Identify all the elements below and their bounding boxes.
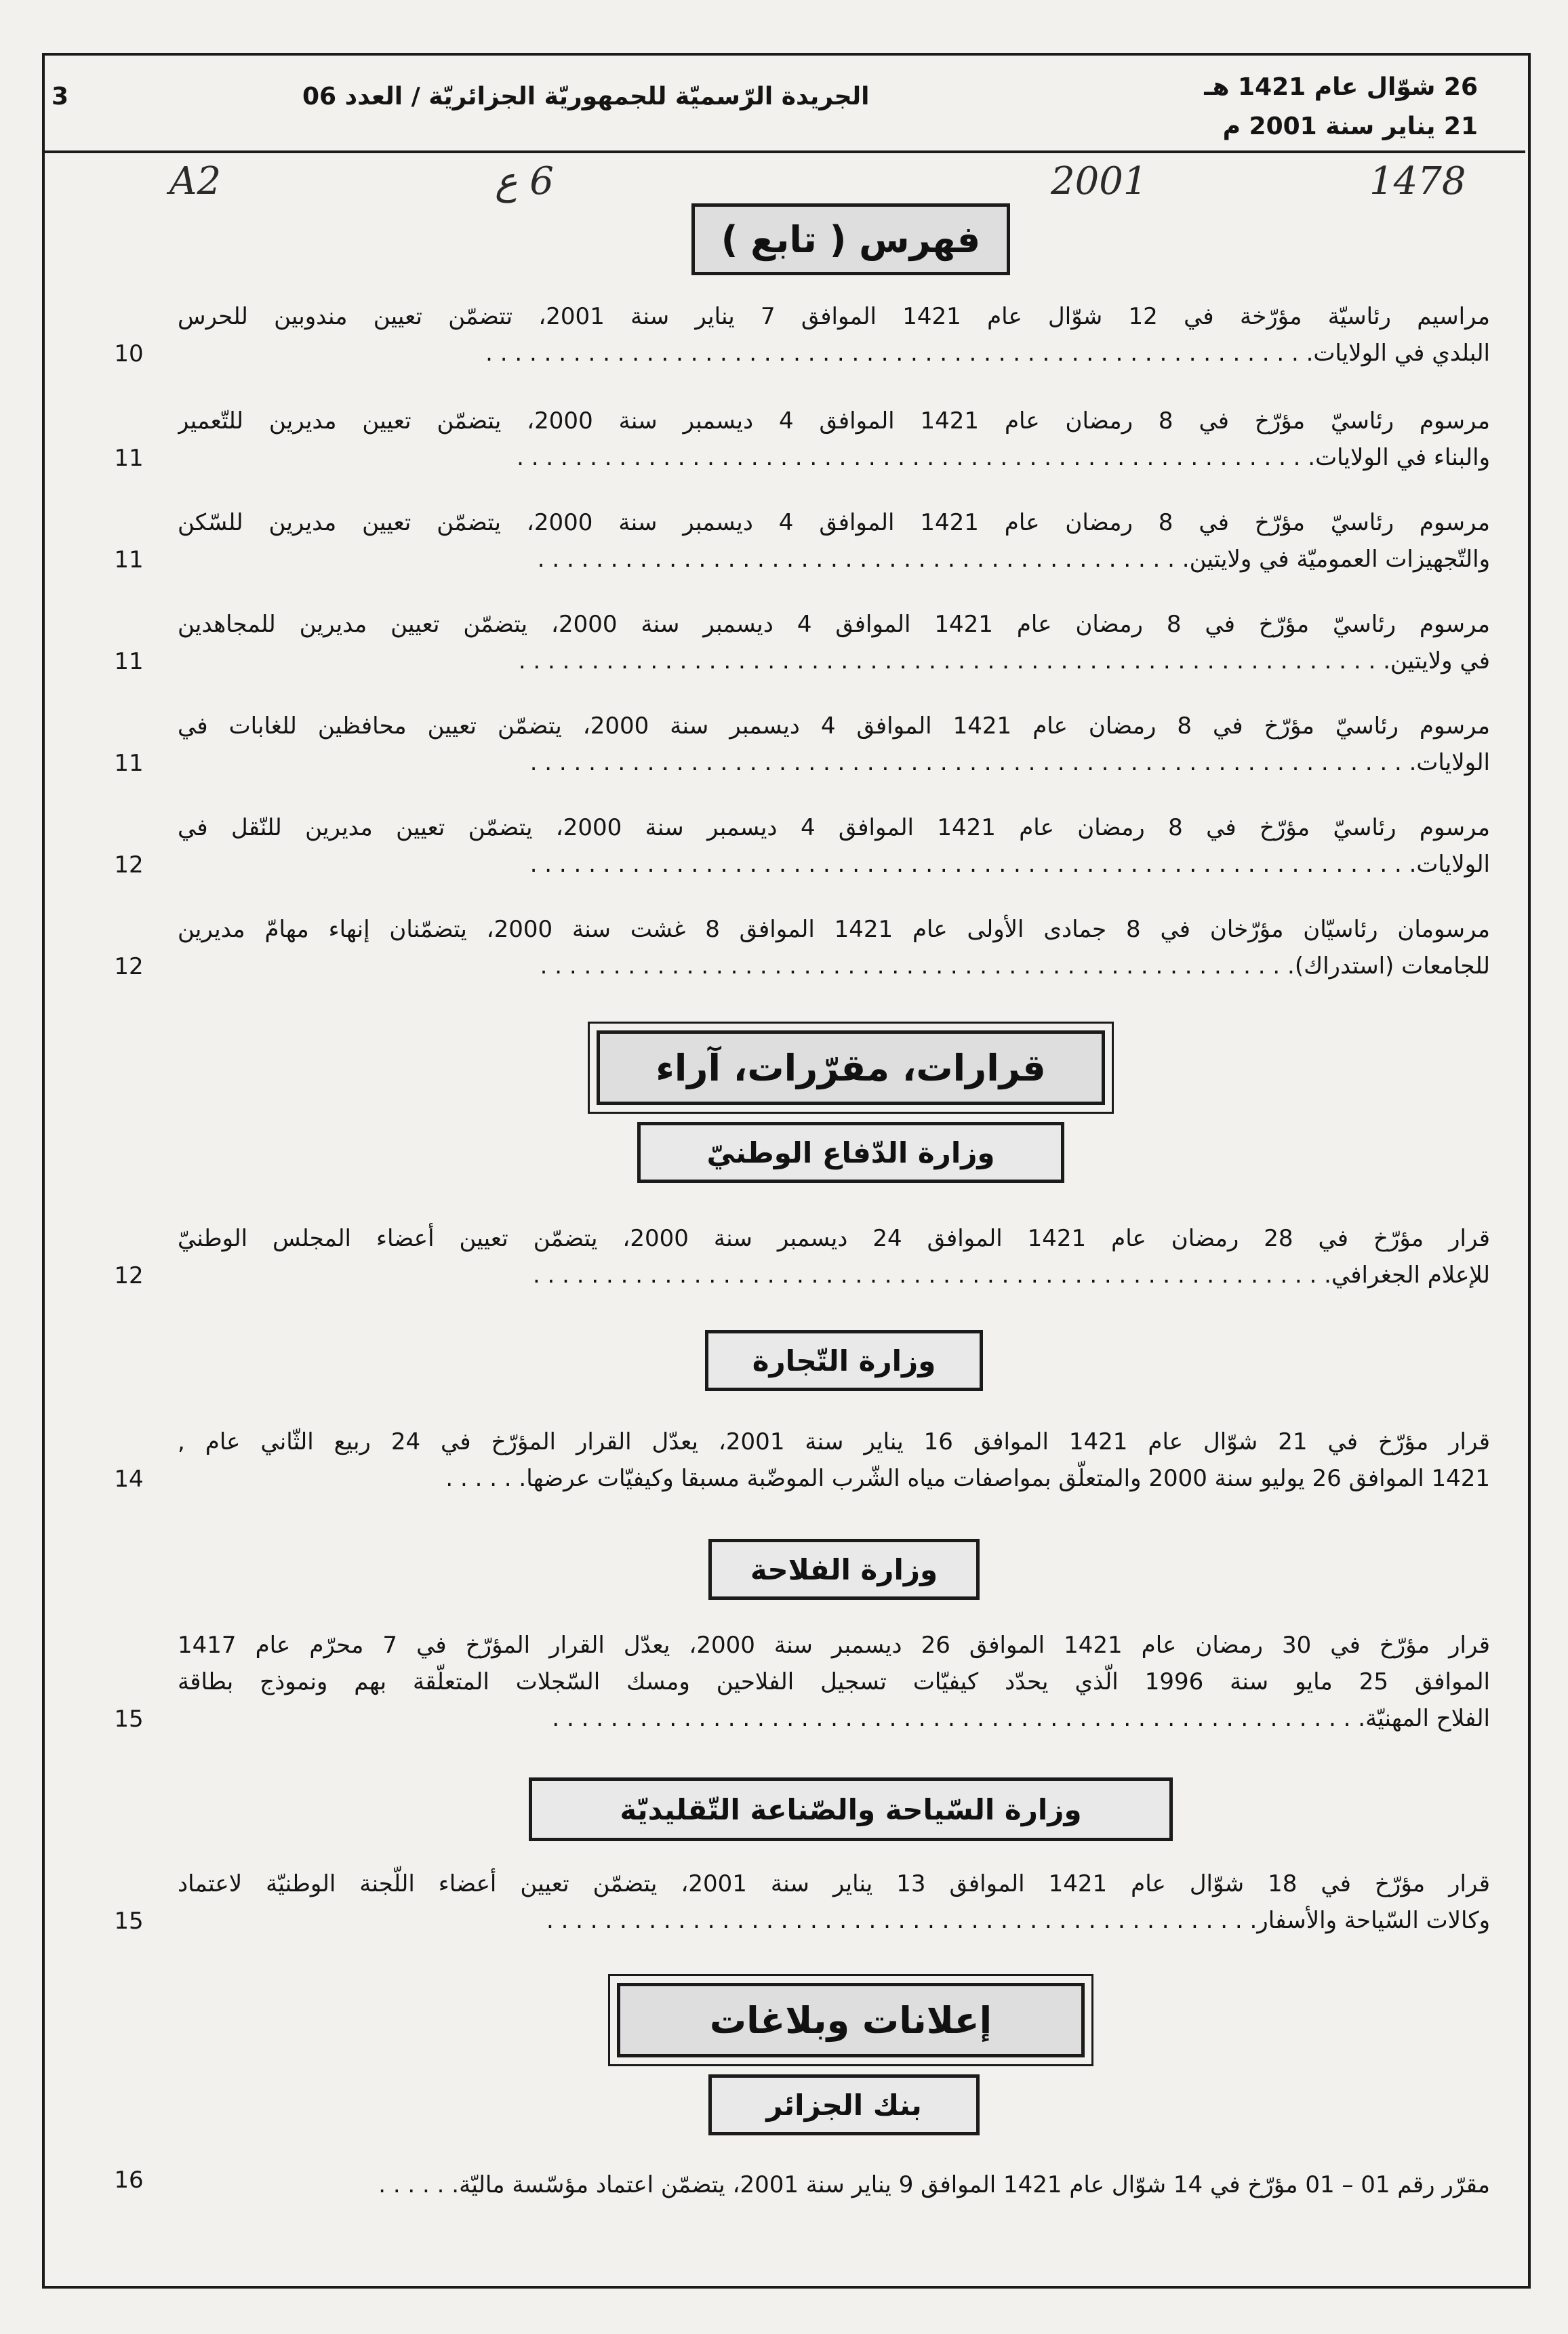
toc-entry: مرسوم رئاسيّ مؤرّخ في 8 رمضان عام 1421 الموافق 4 ديسمبر سنة 2000، يتضمّن تعيين مديرين للتّعمير والبناء في الولايات. . . . . . . . . . . . . . . . . . . . . . . . . . . . . . . . . . . . . . . . . . . . . . . . . . . . . . . [178, 407, 1490, 471]
section-decisions-title: قرارات، مقرّرات، آراء [597, 1030, 1105, 1105]
toc-entry: مقرّر رقم 01 – 01 مؤرّخ في 14 شوّال عام 1421 الموافق 9 يناير سنة 2001، يتضمّن اعتماد مؤسّسة ماليّة. . . . . . [378, 2171, 1490, 2198]
toc-page-number: 11 [114, 546, 144, 574]
toc-page-number: 15 [114, 1706, 144, 1733]
date-hijri: 26 شوّال عام 1421 هـ [1204, 73, 1478, 101]
page-header [45, 56, 1525, 153]
toc-page-number: 15 [114, 1908, 144, 1935]
bank-title: بنك الجزائر [708, 2074, 980, 2135]
toc-entry: مرسوم رئاسيّ مؤرّخ في 8 رمضان عام 1421 الموافق 4 ديسمبر سنة 2000، يتضمّن تعيين مديرين للنّقل في الولايات. . . . . . . . . . . . . . . . . . . . . . . . . . . . . . . . . . . . . . . . . . . . . . . . . . . . . . . . . . . . . [178, 814, 1490, 878]
ministry-defense-title: وزارة الدّفاع الوطنيّ [637, 1122, 1064, 1183]
toc-page-number: 11 [114, 445, 144, 472]
toc-entry: مراسيم رئاسيّة مؤرّخة في 12 شوّال عام 1421 الموافق 7 يناير سنة 2001، تتضمّن تعيين مندوبين للحرس البلدي في الولايات. . . . . . . . . . . . . . . . . . . . . . . . . . . . . . . . . . . . . . . . . . . . . . . . . . . . . . . . . [178, 303, 1490, 367]
toc-page-number: 12 [114, 1262, 144, 1289]
toc-entry: قرار مؤرّخ في 21 شوّال عام 1421 الموافق 16 يناير سنة 2001، يعدّل القرار المؤرّخ في 24 ربيع الثّاني عام , 1421 الموافق 26 يوليو سنة 2000 والمتعلّق بمواصفات مياه الشّرب الموضّبة مسبقا وكيفيّات عرضها. . . . . . [178, 1428, 1490, 1492]
toc-page-number: 14 [114, 1466, 144, 1493]
toc-entry: مرسوم رئاسيّ مؤرّخ في 8 رمضان عام 1421 الموافق 4 ديسمبر سنة 2000، يتضمّن تعيين محافظين للغابات في الولايات. . . . . . . . . . . . . . . . . . . . . . . . . . . . . . . . . . . . . . . . . . . . . . . . . . . . . . . . . . . . . [178, 712, 1490, 776]
handwritten-note: 6 ع [495, 159, 554, 203]
ministry-commerce-title: وزارة التّجارة [705, 1330, 983, 1391]
ministry-tourism-title: وزارة السّياحة والصّناعة التّقليديّة [529, 1777, 1173, 1841]
journal-title: الجريدة الرّسميّة للجمهوريّة الجزائريّة / العدد 06 [302, 83, 870, 110]
header-dates [1204, 68, 1478, 146]
toc-entry: قرار مؤرّخ في 30 رمضان عام 1421 الموافق 26 ديسمبر سنة 2000، يعدّل القرار المؤرّخ في 7 محرّم عام 1417 الموافق 25 مايو سنة 1996 الّذي يحدّد كيفيّات تسجيل الفلاحين ومسك السّجلات المتعلّقة بهم ونموذج بطاقة الفلاح المهنيّة. . . . . . . . . . . . . . . . . . . . . . . . . . . . . . . . . . . . . . . . . . . . . . . . . . . . . . . . [178, 1632, 1490, 1732]
toc-page-number: 10 [114, 340, 144, 367]
toc-page-number: 11 [114, 750, 144, 777]
toc-page-number: 11 [114, 648, 144, 675]
page-number: 3 [52, 83, 69, 110]
toc-entry: مرسوم رئاسيّ مؤرّخ في 8 رمضان عام 1421 الموافق 4 ديسمبر سنة 2000، يتضمّن تعيين مديرين للسّكن والتّجهيزات العموميّة في ولايتين. . . . . . . . . . . . . . . . . . . . . . . . . . . . . . . . . . . . . . . . . . . . . [178, 509, 1490, 573]
ministry-agriculture-title: وزارة الفلاحة [708, 1539, 980, 1600]
handwritten-note: 1478 [1369, 159, 1466, 203]
toc-page-number: 12 [114, 851, 144, 879]
toc-entry: قرار مؤرّخ في 18 شوّال عام 1421 الموافق 13 يناير سنة 2001، يتضمّن تعيين أعضاء اللّجنة الوطنيّة لاعتماد وكالات السّياحة والأسفار. . . . . . . . . . . . . . . . . . . . . . . . . . . . . . . . . . . . . . . . . . . . . . . . . [178, 1870, 1490, 1934]
toc-entry: مرسومان رئاسيّان مؤرّخان في 8 جمادى الأولى عام 1421 الموافق 8 غشت سنة 2000، يتضمّنان إنهاء مهامّ مديرين للجامعات (استدراك). . . . . . . . . . . . . . . . . . . . . . . . . . . . . . . . . . . . . . . . . . . . . . . . . . . . [178, 916, 1490, 980]
toc-entry: مرسوم رئاسيّ مؤرّخ في 8 رمضان عام 1421 الموافق 4 ديسمبر سنة 2000، يتضمّن تعيين مديرين للمجاهدين في ولايتين. . . . . . . . . . . . . . . . . . . . . . . . . . . . . . . . . . . . . . . . . . . . . . . . . . . . . . . . . . . . [178, 611, 1490, 675]
handwritten-note: A2 [169, 159, 222, 203]
date-gregorian: 21 يناير سنة 2001 م [1222, 113, 1478, 140]
section-announcements-title: إعلانات وبلاغات [617, 1983, 1085, 2057]
toc-page-number: 12 [114, 953, 144, 980]
toc-entry: قرار مؤرّخ في 28 رمضان عام 1421 الموافق 24 ديسمبر سنة 2000، يتضمّن تعيين أعضاء المجلس الوطنيّ للإعلام الجغرافي. . . . . . . . . . . . . . . . . . . . . . . . . . . . . . . . . . . . . . . . . . . . . . . . . . . . . . . [178, 1225, 1490, 1289]
toc-page-number: 16 [114, 2167, 144, 2194]
index-title: فهرس ( تابع ) [691, 203, 1010, 275]
handwritten-note: 2001 [1051, 159, 1148, 203]
